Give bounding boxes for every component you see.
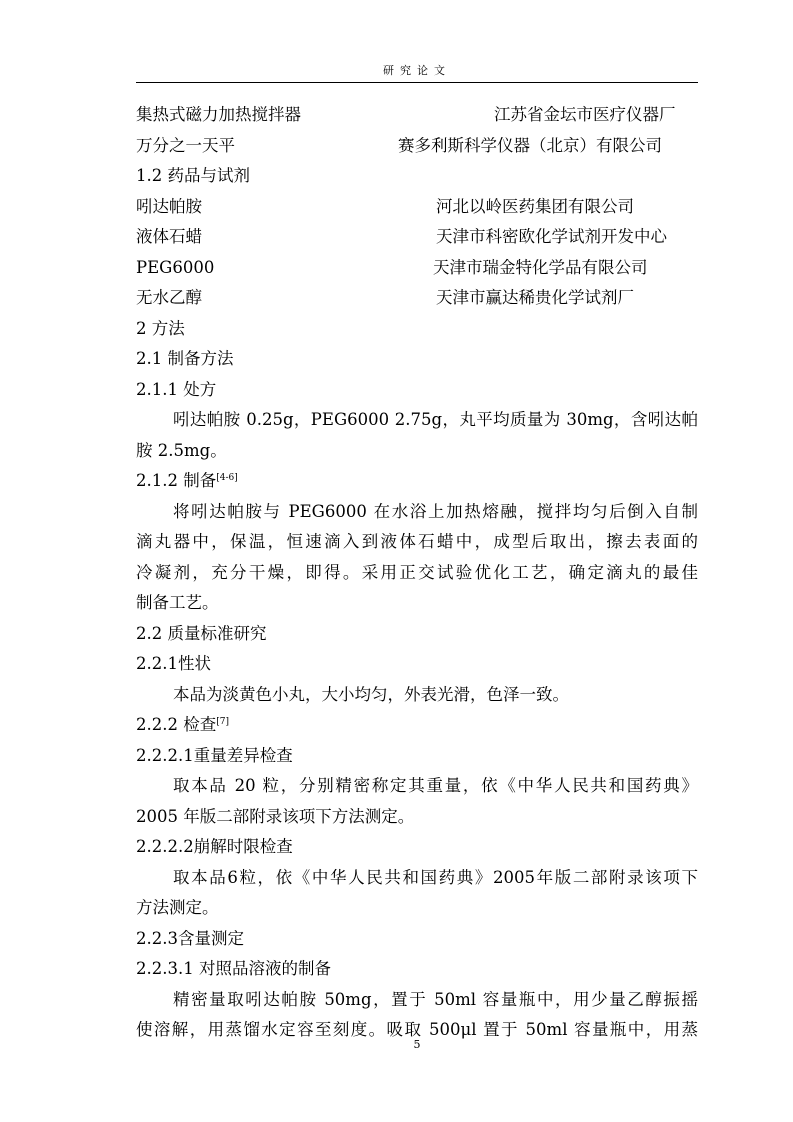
paragraph-line: 滴丸器中，保温，恒速滴入到液体石蜡中，成型后取出，擦去表面的 bbox=[136, 532, 698, 551]
instrument-name: 集热式磁力加热搅拌器 bbox=[136, 105, 301, 124]
reagent-name: 液体石蜡 bbox=[136, 227, 202, 246]
section-heading: 2.2.3含量测定 bbox=[136, 928, 244, 948]
section-heading bbox=[136, 466, 698, 497]
section-heading: 2.2 质量标准研究 bbox=[136, 623, 267, 643]
section-heading: 2.1.1 处方 bbox=[136, 379, 217, 399]
document-body bbox=[136, 100, 698, 1046]
paragraph-line: 吲达帕胺 0.25g，PEG6000 2.75g，丸平均质量为 30mg，含吲达帕 bbox=[173, 410, 698, 429]
instrument-row bbox=[136, 100, 698, 131]
paragraph-line: 制备工艺。 bbox=[136, 593, 219, 612]
section-heading: 2.1 制备方法 bbox=[136, 349, 234, 368]
heading-text: 2.2.2 检查 bbox=[136, 715, 217, 734]
reagent-name: PEG6000 bbox=[136, 257, 215, 277]
citation-ref: [7] bbox=[216, 717, 229, 727]
paragraph-line: 精密量取吲达帕胺 50mg，置于 50ml 容量瓶中，用少量乙醇振摇 bbox=[173, 989, 698, 1009]
section-heading: 1.2 药品与试剂 bbox=[136, 166, 250, 185]
citation-ref: [4-6] bbox=[216, 473, 238, 483]
section-heading bbox=[136, 710, 698, 741]
paragraph-line: 取本品 20 粒，分别精密称定其重量，依《中华人民共和国药典》 bbox=[173, 776, 698, 795]
reagent-row bbox=[136, 192, 698, 223]
section-heading: 2 方法 bbox=[136, 318, 185, 338]
reagent-row bbox=[136, 253, 698, 284]
paragraph-line: 将吲达帕胺与 PEG6000 在水浴上加热熔融，搅拌均匀后倒入自制 bbox=[173, 501, 698, 521]
reagent-row bbox=[136, 283, 698, 314]
section-heading: 2.2.1性状 bbox=[136, 654, 211, 673]
paragraph-line: 胺 2.5mg。 bbox=[136, 440, 227, 460]
paragraph-line: 使溶解，用蒸馏水定容至刻度。吸取 500μl 置于 50ml 容量瓶中，用蒸 bbox=[136, 1020, 698, 1039]
paragraph-line: 取本品6粒，依《中华人民共和国药典》2005年版二部附录该项下 bbox=[173, 867, 698, 887]
instrument-maker: 赛多利斯科学仪器（北京）有限公司 bbox=[398, 135, 662, 155]
section-heading: 2.2.2.2崩解时限检查 bbox=[136, 837, 293, 856]
reagent-maker: 河北以岭医药集团有限公司 bbox=[436, 196, 634, 216]
section-heading: 2.2.2.1重量差异检查 bbox=[136, 745, 293, 765]
paragraph-line: 本品为淡黄色小丸，大小均匀，外表光滑，色泽一致。 bbox=[173, 684, 569, 704]
instrument-maker: 江苏省金坛市医疗仪器厂 bbox=[494, 105, 676, 124]
paragraph-line: 方法测定。 bbox=[136, 898, 219, 917]
reagent-row bbox=[136, 222, 698, 253]
running-header: 研究论文 bbox=[383, 64, 451, 77]
reagent-maker: 天津市科密欧化学试剂开发中心 bbox=[436, 227, 667, 246]
reagent-name: 吲达帕胺 bbox=[136, 196, 202, 216]
instrument-name: 万分之一天平 bbox=[136, 135, 235, 155]
paragraph-line: 冷凝剂，充分干燥，即得。采用正交试验优化工艺，确定滴丸的最佳 bbox=[136, 562, 698, 582]
section-heading: 2.2.3.1 对照品溶液的制备 bbox=[136, 959, 331, 978]
reagent-maker: 天津市瑞金特化学品有限公司 bbox=[433, 257, 648, 277]
page-number: 5 bbox=[413, 1038, 421, 1051]
reagent-name: 无水乙醇 bbox=[136, 288, 202, 307]
header-rule bbox=[136, 82, 698, 83]
instrument-row bbox=[136, 131, 698, 162]
heading-text: 2.1.2 制备 bbox=[136, 471, 217, 490]
paragraph-line: 2005 年版二部附录该项下方法测定。 bbox=[136, 806, 415, 826]
reagent-maker: 天津市赢达稀贵化学试剂厂 bbox=[436, 288, 634, 307]
